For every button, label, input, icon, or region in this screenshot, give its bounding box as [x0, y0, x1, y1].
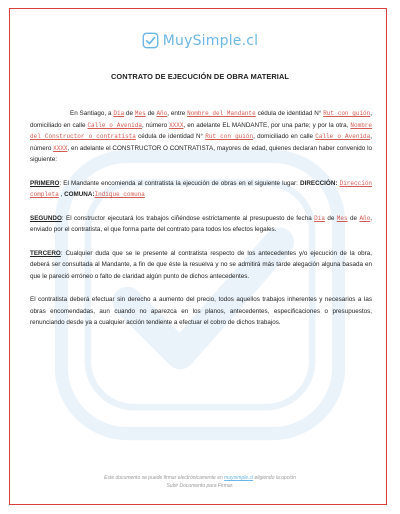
clause-primero: PRIMERO: El Mandante encomienda al contratista la ejecución de obras en el siguiente lugar: DIRECCIÓN: Dirección completa , COMUNA:Indique comuna — [30, 179, 373, 198]
clause-segundo: SEGUNDO: El constructor ejecutará los trabajos ciñéndose estrictamente al presupuesto de fecha Día de Mes de Año, enviado por el contratista, el que forma parte del contrato para todos los efectos legales. — [30, 214, 372, 233]
placeholder-rut-mandante[interactable]: Rut con guión — [323, 110, 371, 117]
clause-label: SEGUNDO — [30, 214, 62, 222]
brand-header — [0, 32, 400, 52]
intro-paragraph: En Santiago, a Día de Mes de Año, entre Nombre del Mandante cédula de identidad N° Rut con guión, domiciliado en calle Calle o Avenida, número XXXX, en adelante EL MANDANTE, por una parte; y por la otra, Nombre del Constructor o contratista cédula de identidad N° Rut con guión, domiciliado en calle Calle o Avenida, número XXXX, en adelante el CONSTRUCTOR O CONTRATISTA, mayores de edad, quienes declaran haber convenido lo siguiente: — [30, 110, 373, 163]
placeholder-calle-mandante[interactable]: Calle o Avenida — [87, 121, 142, 129]
footer-note: Este documento se puede firmar electrónicamente en muysimple.cl eligiendo la opción Subir Documento para Firmar. — [104, 475, 296, 489]
document-body — [30, 108, 372, 341]
brand-name: MuySimple.cl — [162, 32, 259, 49]
placeholder-mes[interactable]: Mes — [134, 110, 146, 117]
placeholder-mandante-nombre[interactable]: Nombre del Mandante — [187, 110, 256, 117]
placeholder-anio[interactable]: Año — [156, 110, 168, 117]
clause-label: PRIMERO — [30, 179, 60, 187]
placeholder-anio-presupuesto[interactable]: Año — [359, 214, 371, 222]
comuna-label: COMUNA: — [64, 191, 95, 198]
direccion-label: DIRECCIÓN: — [300, 179, 338, 187]
footer-link[interactable]: muysimple.cl — [224, 475, 254, 481]
placeholder-mes-presupuesto[interactable]: Mes — [336, 214, 348, 222]
placeholder-rut-constructor[interactable]: Rut con guión — [205, 133, 254, 140]
clause-tercero: TERCERO: Cualquier duda que se le presente al contratista respecto de los antecedentes y/o ejecución de la obra, deberá ser consultada al Mandante, a fin de que éste la resuelva y no se admitirá más tarde alegación alguna basada en que le pareció erróneo o falto de claridad algún punto de dichos antecedentes. — [30, 249, 372, 280]
document-title: CONTRATO DE EJECUCIÓN DE OBRA MATERIAL — [110, 72, 290, 81]
placeholder-calle-constructor[interactable]: Calle o Avenida — [315, 133, 371, 140]
placeholder-direccion[interactable]: Dirección completa — [30, 179, 373, 198]
final-paragraph: El contratista deberá efectuar sin derecho a aumento del precio, todos aquellos trabajos inherentes y necesarios a las obras encomendadas, aun cuando no aparezca en los planos, antecedentes, especificaciones o presupuestos, renunciando desde ya a cualquier acción tendiente a efectuar el cobro de dichos trabajos. — [30, 296, 372, 326]
placeholder-numero-constructor[interactable]: XXXX — [53, 144, 68, 152]
clause-label: TERCERO — [30, 249, 61, 257]
check-badge-icon — [142, 32, 159, 49]
placeholder-numero-mandante[interactable]: XXXX — [169, 121, 184, 129]
placeholder-comuna[interactable]: Indique comuna — [94, 191, 145, 198]
placeholder-dia[interactable]: Día — [113, 110, 125, 117]
placeholder-dia-presupuesto[interactable]: Día — [314, 214, 325, 222]
placeholder-constructor-nombre[interactable]: Nombre del Constructor o contratista — [30, 121, 373, 140]
